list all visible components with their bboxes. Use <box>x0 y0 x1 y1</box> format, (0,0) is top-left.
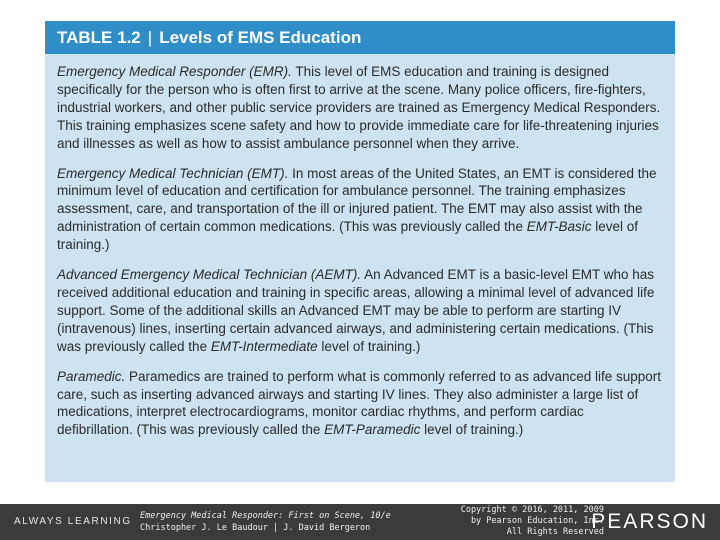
entry-emt-emphasis: EMT-Basic <box>526 219 592 235</box>
pearson-logo: PEARSON <box>591 510 708 533</box>
entry-emt <box>57 165 663 255</box>
book-title: Emergency Medical Responder: First on Scene, 10/e <box>140 511 391 521</box>
table-title: Levels of EMS Education <box>159 27 362 47</box>
entry-emr-text: This level of EMS education and training is designed specifically for the person who is often first to arrive at the scene. Many police officers, fire-fighters, industrial workers, and other public service providers are trained as Emergency Medical Responders. This training emphasizes scene safety and how to provide immediate care for life-threatening injuries and illnesses as well as how to assist ambulance personnel when they arrive. <box>57 64 661 151</box>
table-box <box>45 21 675 482</box>
entry-paramedic-text: Paramedics are trained to perform what is commonly referred to as advanced life support care, such as inserting advanced airways and starting IV lines. They also administer a large list of medications, interpret electrocardiograms, monitor cardiac rhythms, and perform cardiac defibrillation. (This was previously called the <box>57 368 662 438</box>
entry-emt-term: Emergency Medical Technician (EMT). <box>57 165 289 181</box>
entry-aemt-term: Advanced Emergency Medical Technician (AEMT). <box>57 267 362 283</box>
copyright-line-2: by Pearson Education, Inc. <box>470 516 604 526</box>
entry-emr-term: Emergency Medical Responder (EMR). <box>57 64 292 79</box>
footer-bar <box>0 504 720 540</box>
entry-paramedic-emphasis: EMT-Paramedic <box>324 422 421 438</box>
copyright-notice <box>461 505 604 538</box>
entry-aemt-text-end: level of training.) <box>317 338 421 354</box>
table-label: TABLE 1.2 <box>57 27 141 47</box>
entry-aemt <box>57 266 663 356</box>
copyright-line-3: All Rights Reserved <box>506 527 604 537</box>
entry-aemt-emphasis: EMT-Intermediate <box>210 338 318 354</box>
entry-aemt-text: An Advanced EMT is a basic-level EMT who has received additional education and training in specific areas, allowing a minimal level of advanced life support. Some of the additional skills an Advanced EMT may be able to perform are starting IV (intravenous) lines, inserting certain advanced airways, and administering certain medications. (This was previously called the <box>57 267 655 354</box>
entry-emr <box>57 63 663 153</box>
entry-paramedic-text-end: level of training.) <box>420 422 524 438</box>
entry-paramedic-term: Paramedic. <box>57 368 126 384</box>
table-header <box>45 21 675 54</box>
copyright-line-1: Copyright © 2016, 2011, 2009 <box>460 505 604 515</box>
table-separator: | <box>147 27 153 47</box>
book-citation <box>140 510 391 534</box>
entry-paramedic <box>57 368 663 440</box>
always-learning-tagline: ALWAYS LEARNING <box>14 516 132 527</box>
table-body <box>45 54 675 439</box>
book-authors: Christopher J. Le Baudour | J. David Bergeron <box>140 523 371 533</box>
entry-emt-text: In most areas of the United States, an EMT is considered the minimum level of education and certification for ambulance personnel. The training emphasizes assessment, care, and transportation of the ill or injured patient. The EMT may also assist with the administration of certain common medications. (This was previously called the <box>57 165 657 235</box>
entry-emt-text-end: level of training.) <box>57 219 638 253</box>
